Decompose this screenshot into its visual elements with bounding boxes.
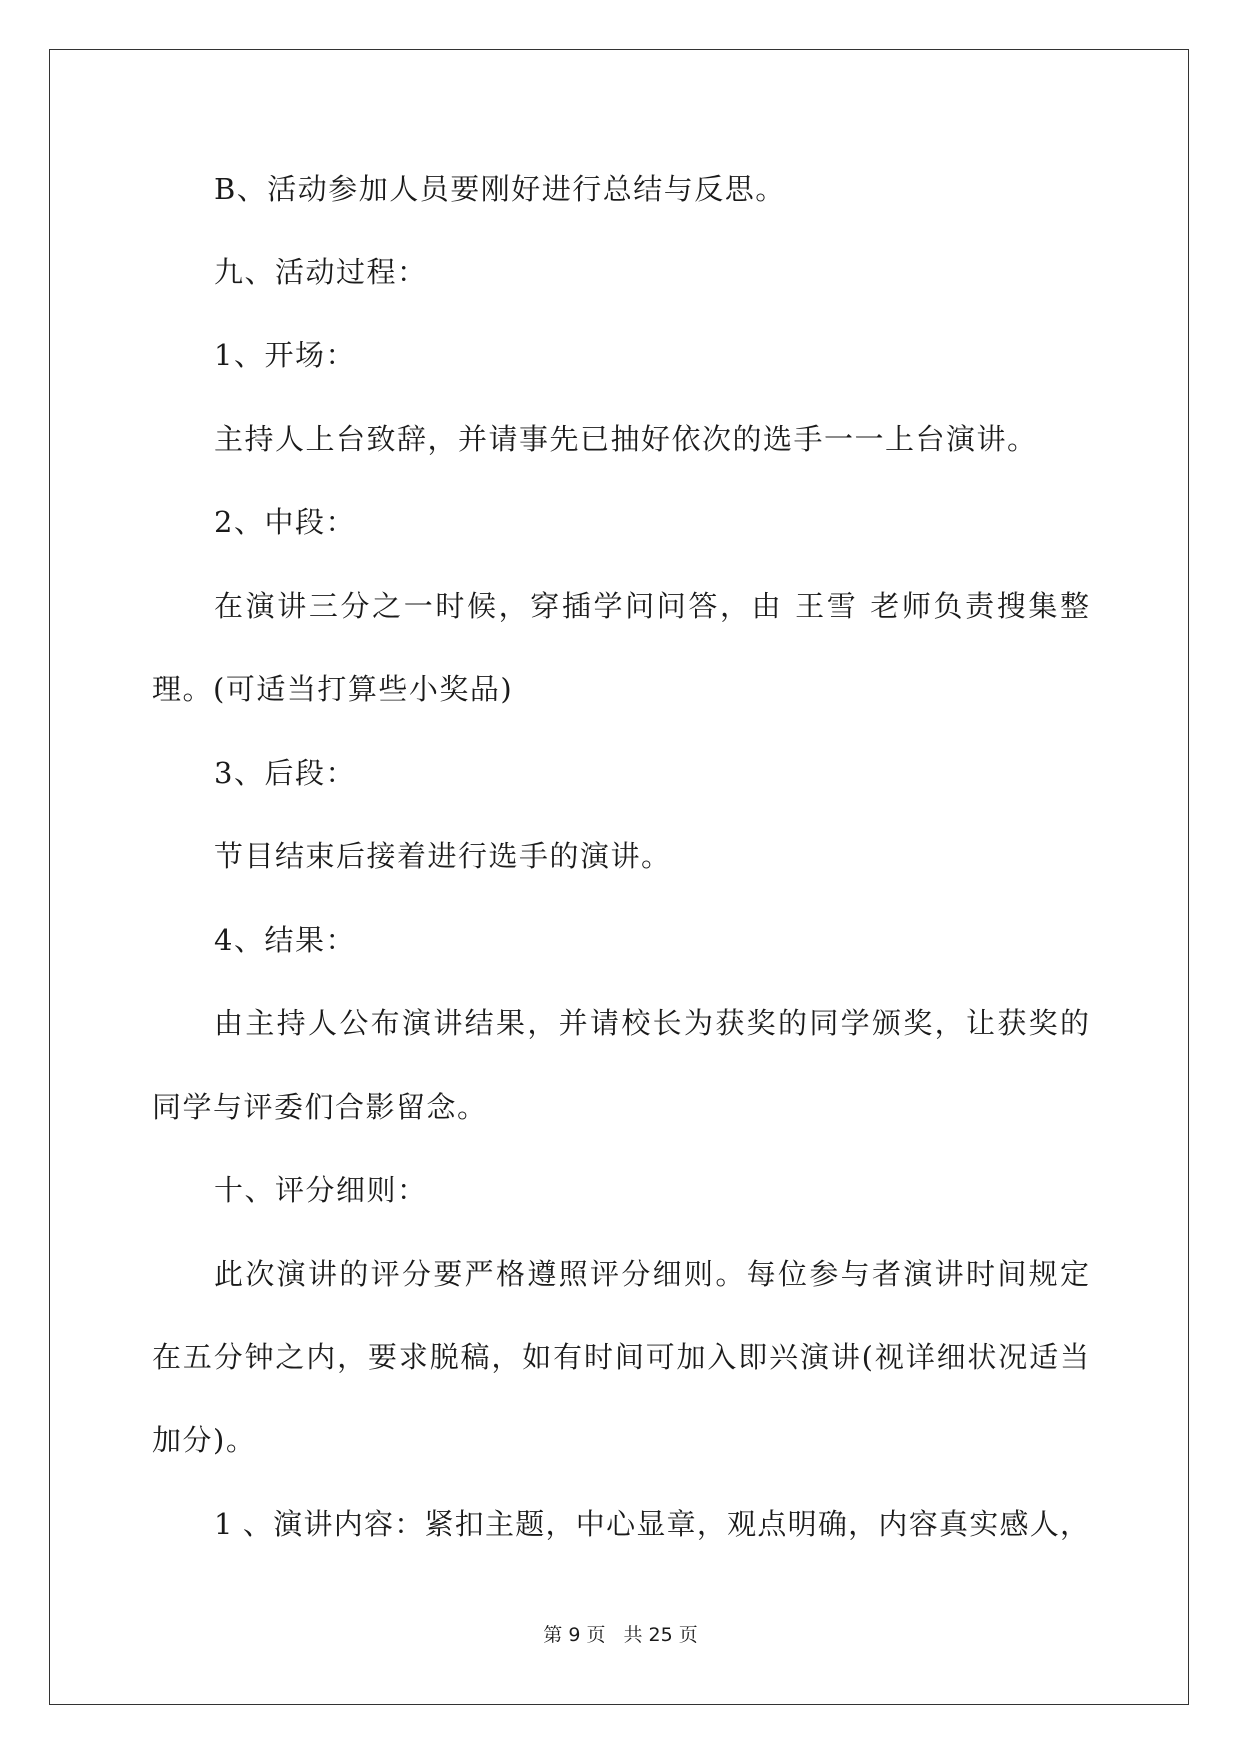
paragraph-line: 1 、演讲内容：紧扣主题，中心显章，观点明确，内容真实感人， — [214, 1507, 1089, 1541]
section-heading: 十、评分细则： — [214, 1173, 428, 1207]
paragraph-line: 同学与评委们合影留念。 — [152, 1090, 488, 1124]
paragraph-line: 在演讲三分之一时候，穿插学问问答，由 王雪 老师负责搜集整 — [214, 589, 1089, 623]
subsection-heading: 2、中段： — [214, 505, 356, 539]
subsection-heading: 4、结果： — [214, 923, 356, 957]
paragraph-line: 主持人上台致辞，并请事先已抽好依次的选手一一上台演讲。 — [214, 422, 1038, 456]
subsection-heading: 3、后段： — [214, 756, 356, 790]
page-footer — [0, 1623, 1241, 1647]
paragraph-line: B、活动参加人员要刚好进行总结与反思。 — [214, 172, 786, 206]
page-total: 共 25 页 — [623, 1624, 698, 1646]
paragraph-line: 节目结束后接着进行选手的演讲。 — [214, 839, 672, 873]
paragraph-line: 由主持人公布演讲结果，并请校长为获奖的同学颁奖，让获奖的 — [214, 1006, 1089, 1040]
paragraph-line: 此次演讲的评分要严格遵照评分细则。每位参与者演讲时间规定 — [214, 1257, 1089, 1291]
paragraph-line: 理。(可适当打算些小奖品) — [152, 672, 514, 706]
paragraph-line: 在五分钟之内，要求脱稿，如有时间可加入即兴演讲(视详细状况适当 — [152, 1340, 1089, 1374]
section-heading: 九、活动过程： — [214, 255, 428, 289]
subsection-heading: 1、开场： — [214, 338, 356, 372]
paragraph-line: 加分)。 — [152, 1423, 257, 1457]
page-number: 第 9 页 — [543, 1624, 606, 1646]
